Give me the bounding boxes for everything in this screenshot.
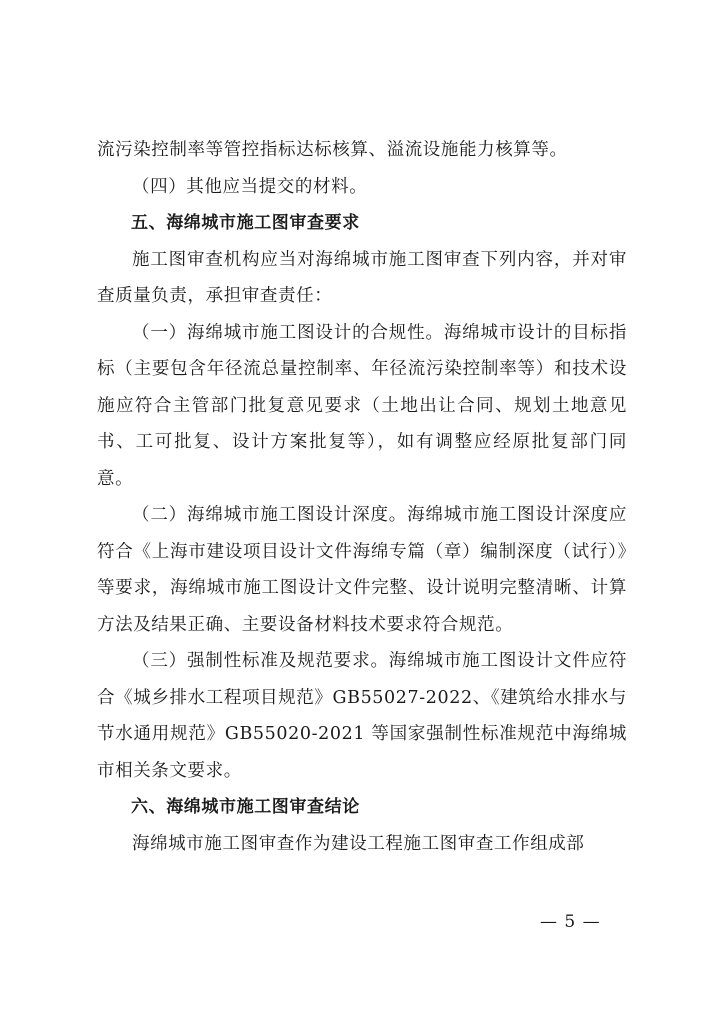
paragraph-compliance: （一）海绵城市施工图设计的合规性。海绵城市设计的目标指标（主要包含年径流总量控制率、年径流污染控制率等）和技术设施应符合主管部门批复意见要求（土地出让合同、规划土地意见书、工可批复、设计方案批复等），如有调整应经原批复部门同意。 xyxy=(97,322,627,489)
paragraph-mandatory-standards: （三）强制性标准及规范要求。海绵城市施工图设计文件应符合《城乡排水工程项目规范》GB55027-2022、《建筑给水排水与节水通用规范》GB55020-2021 等国家强制性标准规范中海绵城市相关条文要求。 xyxy=(97,651,627,781)
paragraph-item-four: （四）其他应当提交的材料。 xyxy=(132,176,368,197)
document-body xyxy=(97,132,627,862)
paragraph-design-depth: （二）海绵城市施工图设计深度。海绵城市施工图设计深度应符合《上海市建设项目设计文件海绵专篇（章）编制深度（试行）》等要求，海绵城市施工图设计文件完整、设计说明完整清晰、计算方法及结果正确、主要设备材料技术要求符合规范。 xyxy=(97,505,627,635)
section-heading-six: 六、海绵城市施工图审查结论 xyxy=(131,797,360,817)
section-heading-five: 五、海绵城市施工图审查要求 xyxy=(131,213,360,233)
page-number: — 5 — xyxy=(540,912,601,932)
paragraph-review-intro: 施工图审查机构应当对海绵城市施工图审查下列内容，并对审查质量负责，承担审查责任： xyxy=(97,249,627,306)
paragraph-review-conclusion: 海绵城市施工图审查作为建设工程施工图审查工作组成部 xyxy=(132,833,585,854)
paragraph-continuation: 流污染控制率等管控指标达标核算、溢流设施能力核算等。 xyxy=(97,140,568,160)
